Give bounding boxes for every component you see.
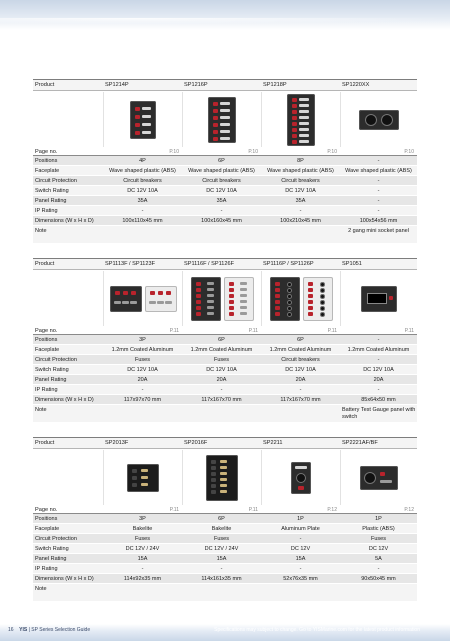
row-label-page-no: Page no. bbox=[35, 328, 58, 334]
note-row: Note Battery Test Gauge panel with switch bbox=[33, 405, 417, 423]
product-image-row bbox=[33, 450, 417, 505]
product-image bbox=[182, 92, 261, 147]
header-decoration bbox=[0, 0, 450, 30]
product-header-row bbox=[33, 258, 417, 270]
row-label-product: Product bbox=[35, 82, 55, 88]
spec-rows bbox=[33, 335, 417, 423]
dimensions-row: Dimensions (W x H x D) 100x110x45 mm 100x160x45 mm 100x210x45 mm 100x54x56 mm bbox=[33, 216, 417, 226]
product-name: SP1116P / SP1126P bbox=[263, 261, 314, 267]
guide-title: SP Series Selection Guide bbox=[31, 627, 91, 633]
product-name: SP2016F bbox=[184, 440, 208, 446]
page-ref: P.10 bbox=[169, 149, 179, 155]
page-ref: P.11 bbox=[169, 507, 179, 513]
product-name: SP1051 bbox=[342, 261, 362, 267]
product-image bbox=[340, 271, 417, 326]
product-name: SP2211 bbox=[263, 440, 283, 446]
battery-gauge-panel-image bbox=[361, 286, 397, 312]
fuse-panel-3p-dark-image bbox=[110, 286, 142, 312]
footer-page-info bbox=[8, 627, 90, 633]
switch-panel-8p-image bbox=[287, 94, 315, 146]
positions-row: Positions 3P 6P 6P - bbox=[33, 335, 417, 345]
ip-rating-row: IP Rating - - - - bbox=[33, 206, 417, 216]
page-ref: P.11 bbox=[327, 328, 337, 334]
product-image bbox=[103, 92, 182, 147]
circuit-protection-row: Circuit Protection Circuit breakers Circuit breakers Circuit breakers - bbox=[33, 176, 417, 186]
page-no-row bbox=[33, 147, 417, 156]
panel-rating-row: Panel Rating 20A 20A 20A 20A bbox=[33, 375, 417, 385]
switch-panel-6p-image bbox=[208, 97, 236, 143]
socket-panel-abs-image bbox=[360, 466, 398, 490]
ip-rating-row: IP Rating - - - - bbox=[33, 564, 417, 574]
panel-rating-row: Panel Rating 15A 15A 15A 5A bbox=[33, 554, 417, 564]
product-name: SP1216P bbox=[184, 82, 208, 88]
switch-rating-row: Switch Rating DC 12V / 24V DC 12V / 24V DC 12V DC 12V bbox=[33, 544, 417, 554]
breaker-panel-6p-white-image bbox=[303, 277, 333, 321]
product-header-row bbox=[33, 79, 417, 91]
note-row: Note bbox=[33, 584, 417, 602]
faceplate-row: Faceplate Wave shaped plastic (ABS) Wave shaped plastic (ABS) Wave shaped plastic (ABS) Wave shaped plastic (ABS) bbox=[33, 166, 417, 176]
row-label-page-no: Page no. bbox=[35, 507, 58, 513]
product-name: SP1116F / SP1126F bbox=[184, 261, 235, 267]
product-image bbox=[340, 92, 417, 147]
page-ref: P.12 bbox=[327, 507, 337, 513]
product-name: SP1218P bbox=[263, 82, 287, 88]
note-row: Note 2 gang mini socket panel bbox=[33, 226, 417, 244]
page-no-row bbox=[33, 505, 417, 514]
switch-rating-row: Switch Rating DC 12V 10A DC 12V 10A DC 12V 10A DC 12V 10A bbox=[33, 365, 417, 375]
product-image bbox=[103, 271, 182, 326]
spec-table-section-2 bbox=[33, 258, 417, 423]
page-ref: P.11 bbox=[404, 328, 414, 334]
footer-disclaimer: Specifications may subject to change. Go to YISMarine.com for the latest product information bbox=[214, 627, 420, 633]
product-image-row bbox=[33, 271, 417, 326]
product-name: SP1214P bbox=[105, 82, 129, 88]
page-ref: P.11 bbox=[248, 507, 258, 513]
product-image bbox=[340, 450, 417, 505]
switch-rating-row: Switch Rating DC 12V 10A DC 12V 10A DC 12V 10A - bbox=[33, 186, 417, 196]
circuit-protection-row: Circuit Protection Fuses Fuses Circuit breakers - bbox=[33, 355, 417, 365]
page-number: 16 bbox=[8, 627, 14, 633]
fuse-panel-6p-dark-image bbox=[191, 277, 221, 321]
product-image bbox=[182, 271, 261, 326]
aluminum-plate-panel-image bbox=[291, 462, 311, 494]
fuse-panel-6p-white-image bbox=[224, 277, 254, 321]
page-ref: P.10 bbox=[327, 149, 337, 155]
product-image-row bbox=[33, 92, 417, 147]
page-ref: P.11 bbox=[248, 328, 258, 334]
page-no-row bbox=[33, 326, 417, 335]
product-image bbox=[182, 450, 261, 505]
row-label-product: Product bbox=[35, 440, 55, 446]
breaker-panel-6p-dark-image bbox=[270, 277, 300, 321]
page-ref: P.11 bbox=[169, 328, 179, 334]
bakelite-panel-3p-image bbox=[127, 464, 159, 492]
page-ref: P.10 bbox=[248, 149, 258, 155]
circuit-protection-row: Circuit Protection Fuses Fuses - Fuses bbox=[33, 534, 417, 544]
faceplate-row: Faceplate Bakelite Bakelite Aluminum Plate Plastic (ABS) bbox=[33, 524, 417, 534]
dimensions-row: Dimensions (W x H x D) 117x97x70 mm 117x167x70 mm 117x167x70 mm 85x64x50 mm bbox=[33, 395, 417, 405]
product-image bbox=[261, 92, 340, 147]
footer-separator: | bbox=[28, 627, 30, 633]
bakelite-panel-6p-image bbox=[206, 455, 238, 501]
product-image bbox=[261, 450, 340, 505]
brand-name: YIS bbox=[19, 627, 28, 633]
row-label-page-no: Page no. bbox=[35, 149, 58, 155]
socket-panel-image bbox=[359, 110, 399, 130]
spec-rows bbox=[33, 514, 417, 602]
fuse-panel-3p-white-image bbox=[145, 286, 177, 312]
page-ref: P.10 bbox=[404, 149, 414, 155]
positions-row: Positions 4P 6P 8P - bbox=[33, 156, 417, 166]
product-name: SP1220XX bbox=[342, 82, 370, 88]
row-label-product: Product bbox=[35, 261, 55, 267]
page-footer bbox=[0, 624, 450, 641]
product-name: SP2221AF/BF bbox=[342, 440, 378, 446]
product-header-row bbox=[33, 437, 417, 449]
product-image bbox=[261, 271, 340, 326]
switch-panel-4p-image bbox=[130, 101, 156, 139]
spec-table-section-3 bbox=[33, 437, 417, 602]
page-ref: P.12 bbox=[404, 507, 414, 513]
product-image bbox=[103, 450, 182, 505]
spec-table-section-1 bbox=[33, 79, 417, 244]
ip-rating-row: IP Rating - - - - bbox=[33, 385, 417, 395]
dimensions-row: Dimensions (W x H x D) 114x92x35 mm 114x161x35 mm 52x76x35 mm 90x50x45 mm bbox=[33, 574, 417, 584]
product-name: SP1113F / SP1123F bbox=[105, 261, 156, 267]
product-name: SP2013F bbox=[105, 440, 129, 446]
spec-rows bbox=[33, 156, 417, 244]
faceplate-row: Faceplate 1.2mm Coated Aluminum 1.2mm Coated Aluminum 1.2mm Coated Aluminum 1.2mm Coated Aluminum bbox=[33, 345, 417, 355]
panel-rating-row: Panel Rating 35A 35A 35A - bbox=[33, 196, 417, 206]
positions-row: Positions 3P 6P 1P 1P bbox=[33, 514, 417, 524]
